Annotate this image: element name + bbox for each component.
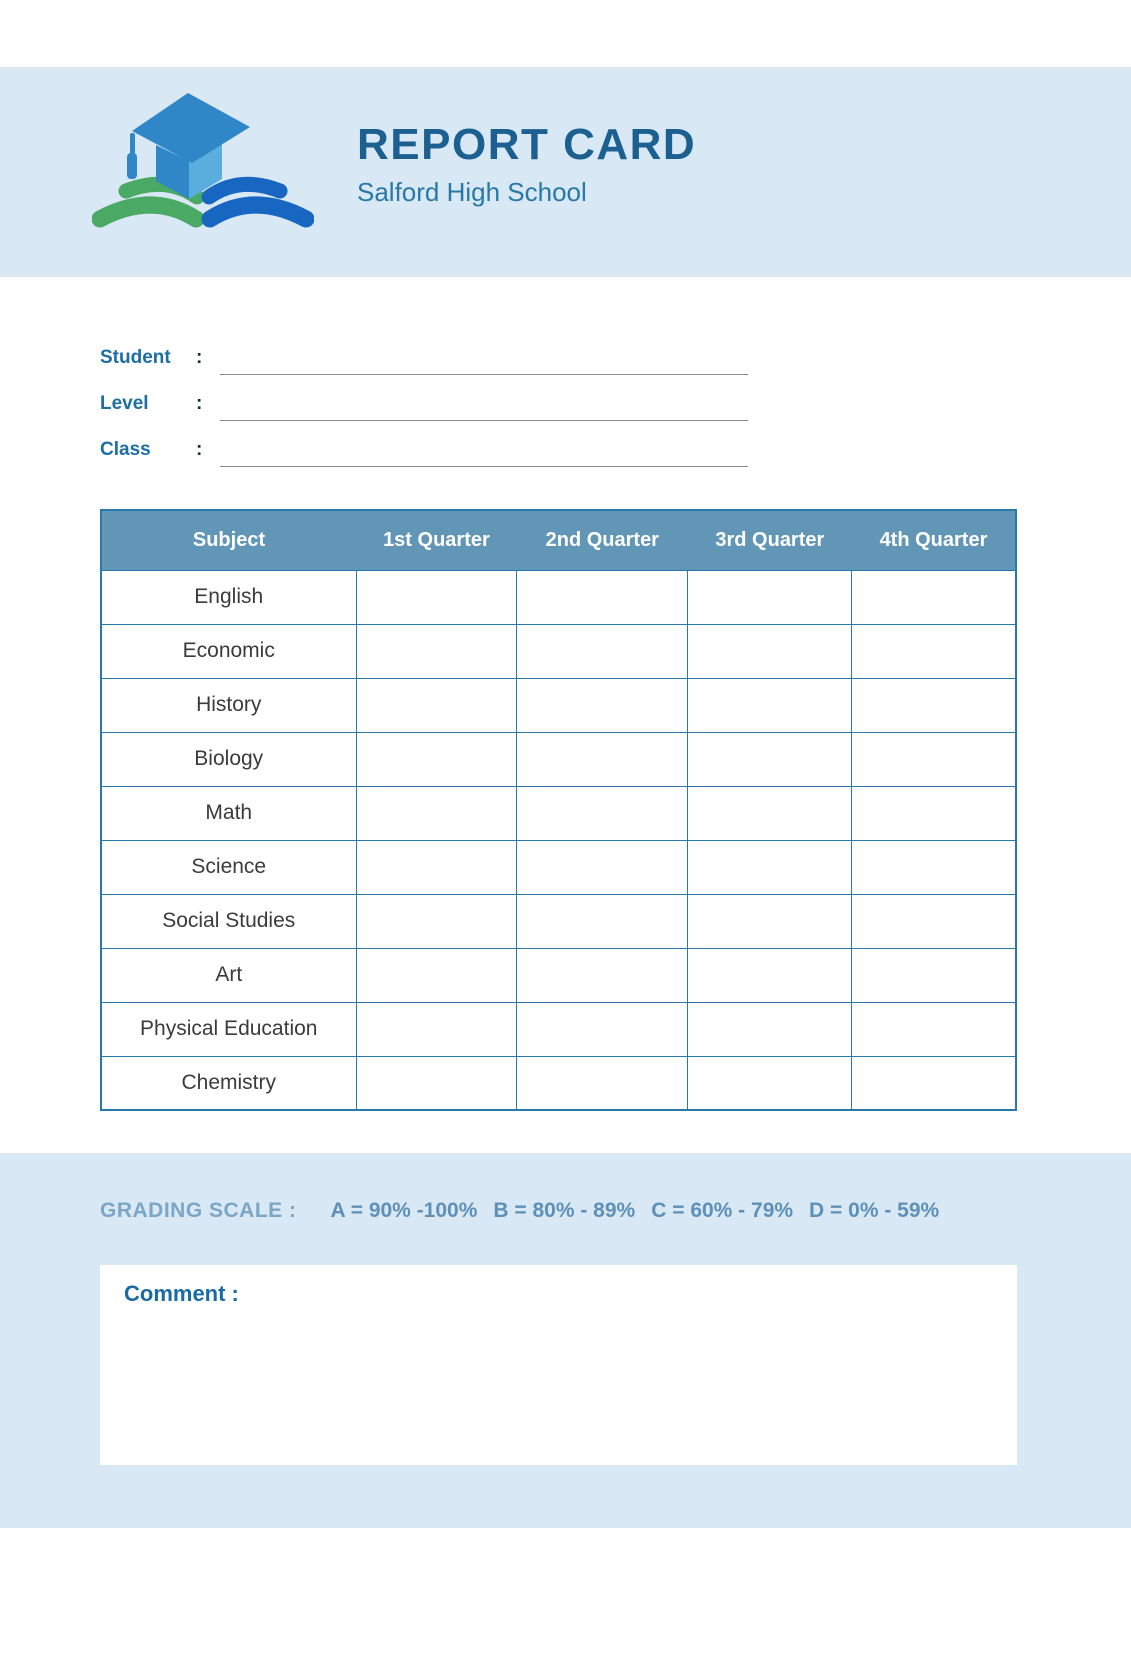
table-row	[101, 624, 1016, 678]
grade-cell[interactable]	[852, 732, 1016, 786]
grade-cell[interactable]	[356, 570, 517, 624]
grade-cell[interactable]	[517, 624, 688, 678]
page-title: REPORT CARD	[357, 120, 697, 169]
grade-cell[interactable]	[688, 624, 852, 678]
comment-box[interactable]	[100, 1265, 1017, 1465]
column-header-q2: 2nd Quarter	[517, 510, 688, 570]
grade-c-range: C = 60% - 79%	[651, 1199, 794, 1222]
grade-cell[interactable]	[356, 948, 517, 1002]
class-field-row	[100, 421, 748, 467]
grade-cell[interactable]	[688, 786, 852, 840]
class-label: Class	[100, 439, 151, 460]
grade-cell[interactable]	[356, 732, 517, 786]
grade-cell[interactable]	[852, 786, 1016, 840]
grade-cell[interactable]	[517, 732, 688, 786]
grade-cell[interactable]	[852, 948, 1016, 1002]
grade-cell[interactable]	[688, 570, 852, 624]
grade-a-range: A = 90% -100%	[330, 1199, 478, 1222]
grade-cell[interactable]	[356, 1002, 517, 1056]
table-row	[101, 678, 1016, 732]
student-info-section	[0, 277, 1131, 467]
grade-cell[interactable]	[517, 786, 688, 840]
grade-cell[interactable]	[517, 570, 688, 624]
level-label: Level	[100, 393, 149, 414]
table-row	[101, 948, 1016, 1002]
comment-label: Comment :	[124, 1281, 239, 1306]
subject-cell: Physical Education	[101, 1002, 356, 1056]
column-header-subject: Subject	[101, 510, 356, 570]
table-row	[101, 732, 1016, 786]
class-input-line[interactable]	[220, 437, 748, 467]
subject-cell: History	[101, 678, 356, 732]
student-colon: :	[196, 347, 203, 368]
grade-cell[interactable]	[688, 840, 852, 894]
grade-cell[interactable]	[852, 570, 1016, 624]
school-name: Salford High School	[357, 177, 587, 208]
grade-cell[interactable]	[688, 948, 852, 1002]
grade-cell[interactable]	[356, 840, 517, 894]
subject-cell: Social Studies	[101, 894, 356, 948]
level-input-line[interactable]	[220, 391, 748, 421]
student-label: Student	[100, 347, 171, 368]
table-row	[101, 894, 1016, 948]
grade-cell[interactable]	[517, 1002, 688, 1056]
table-header-row	[101, 510, 1016, 570]
grade-cell[interactable]	[852, 678, 1016, 732]
table-row	[101, 840, 1016, 894]
grade-cell[interactable]	[688, 678, 852, 732]
column-header-q3: 3rd Quarter	[688, 510, 852, 570]
grade-cell[interactable]	[688, 732, 852, 786]
table-row	[101, 786, 1016, 840]
grading-scale-row	[100, 1199, 1131, 1223]
subject-cell: Math	[101, 786, 356, 840]
table-row	[101, 1002, 1016, 1056]
header-band	[0, 67, 1131, 277]
grading-scale-label: GRADING SCALE :	[100, 1199, 297, 1222]
subject-cell: Biology	[101, 732, 356, 786]
grade-cell[interactable]	[852, 840, 1016, 894]
grade-cell[interactable]	[356, 894, 517, 948]
subject-cell: Economic	[101, 624, 356, 678]
grade-cell[interactable]	[517, 678, 688, 732]
grade-cell[interactable]	[688, 1002, 852, 1056]
grading-section	[0, 1153, 1131, 1528]
grade-cell[interactable]	[688, 1056, 852, 1110]
grade-cell[interactable]	[517, 948, 688, 1002]
subject-cell: Art	[101, 948, 356, 1002]
grade-cell[interactable]	[356, 678, 517, 732]
grade-cell[interactable]	[688, 894, 852, 948]
grade-b-range: B = 80% - 89%	[493, 1199, 636, 1222]
grade-cell[interactable]	[356, 624, 517, 678]
table-row	[101, 1056, 1016, 1110]
grade-cell[interactable]	[356, 1056, 517, 1110]
subject-cell: Chemistry	[101, 1056, 356, 1110]
column-header-q1: 1st Quarter	[356, 510, 517, 570]
school-logo-icon	[92, 87, 314, 253]
grade-cell[interactable]	[517, 894, 688, 948]
grade-cell[interactable]	[852, 894, 1016, 948]
table-row	[101, 570, 1016, 624]
subject-cell: English	[101, 570, 356, 624]
class-colon: :	[196, 439, 203, 460]
subject-cell: Science	[101, 840, 356, 894]
grade-d-range: D = 0% - 59%	[809, 1199, 940, 1222]
level-field-row	[100, 375, 748, 421]
grade-cell[interactable]	[517, 1056, 688, 1110]
level-colon: :	[196, 393, 203, 414]
student-field-row	[100, 329, 748, 375]
grade-cell[interactable]	[356, 786, 517, 840]
student-input-line[interactable]	[220, 345, 748, 375]
grade-cell[interactable]	[852, 1002, 1016, 1056]
grade-cell[interactable]	[852, 1056, 1016, 1110]
grade-cell[interactable]	[517, 840, 688, 894]
grades-table	[100, 509, 1017, 1111]
column-header-q4: 4th Quarter	[852, 510, 1016, 570]
grade-cell[interactable]	[852, 624, 1016, 678]
